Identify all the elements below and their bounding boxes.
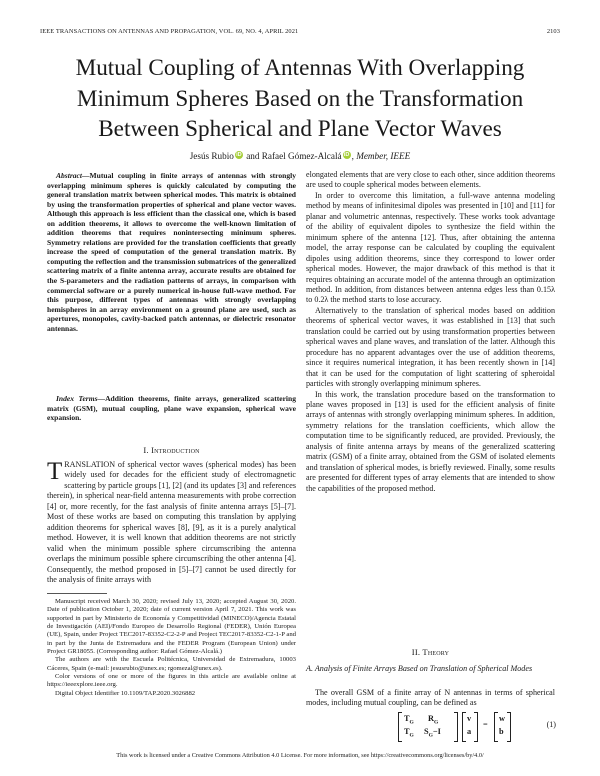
matrix-cell: $T_G$ bbox=[404, 714, 414, 726]
matrix-bracket-left bbox=[398, 712, 402, 742]
matrix-bracket-right bbox=[454, 712, 458, 742]
equals-sign: = bbox=[483, 720, 488, 729]
page-number: 2103 bbox=[546, 28, 560, 35]
section-heading: II. Theory bbox=[411, 647, 450, 657]
abstract-label: Abstract— bbox=[56, 171, 90, 180]
subsection-heading: A. Analysis of Finite Arrays Based on Translation of Spherical Modes bbox=[306, 664, 533, 673]
vector-cell: a bbox=[467, 727, 472, 736]
author-line bbox=[40, 151, 560, 161]
intro-paragraph bbox=[47, 460, 296, 585]
footnote: Manuscript received March 30, 2020; revised July 13, 2020; accepted August 30, 2020. Date of publication October 1, 2020; date of current version April 7, 2021. This work was supported in part by Ministerio de Economía y Competitividad (MINECO)/Agencia Estatal de Investigación (AEI)/Fondo Europeo de Desarrollo Regional (FEDER), Unión Europea (UE), Spain, under Project TEC2017-83352-C2-2-P and Project TEC2017-83352-C2-1-P and in part by the Junta de Extremadura and the FEDER Program (European Union) under Project GR18055. (Corresponding author: Rafael Gómez-Alcalá.) bbox=[47, 598, 296, 656]
license-notice[interactable]: This work is licensed under a Creative Commons Attribution 4.0 License. For more information, see https://creativecommons.org/licenses/by/4.0/ bbox=[116, 752, 484, 759]
matrix-cell: $R_G$ bbox=[428, 714, 439, 726]
drop-cap: T bbox=[47, 458, 63, 485]
vector-cell: v bbox=[467, 714, 472, 723]
journal-name: IEEE TRANSACTIONS ON ANTENNAS AND PROPAGATION, VOL. 69, NO. 4, APRIL 2021 bbox=[40, 28, 299, 35]
author-name: Rafael Gómez-Alcalá bbox=[261, 151, 342, 161]
paragraph: The overall GSM of a finite array of N antennas in terms of spherical modes, including mutual coupling, can be defined as bbox=[306, 688, 555, 708]
orcid-icon[interactable]: iD bbox=[343, 152, 350, 158]
intro-text: of spherical vector waves (spherical modes) has been widely used for decades for the efficient study of electromagnetic scattering by particle groups [1], [2] (and its updates [3] and references therein), in spherical near-field antenna measurements with probe correction [4] or, more recently, for the fast analysis of finite antenna arrays [5]–[7]. Most of these works are based on computing this translation by applying addition theorems for spherical waves [8], [9], as it is a purely analytical method. However, it is well known that addition theorems are not strictly valid when the minimum possible sphere circumscribing the antenna overlaps the minimum possible sphere circumscribing the other antenna [4]. Consequently, the method proposed in [5]–[7] cannot be used directly for the analysis of finite arrays with bbox=[47, 460, 296, 584]
running-header bbox=[40, 28, 560, 35]
author-name: Jesús Rubio bbox=[189, 151, 234, 161]
paper-title: Mutual Coupling of Antennas With Overlapping Minimum Spheres Based on the Transformation Between Spherical and Plane Vector Waves bbox=[75, 55, 525, 142]
abstract bbox=[47, 171, 296, 333]
footnote-divider bbox=[47, 593, 107, 594]
vector-cell: b bbox=[499, 727, 504, 736]
abstract-text: Mutual coupling in finite arrays of antennas with strongly overlapping minimum spheres is quickly calculated by computing the general translation matrix between spherical modes. This matrix is obtained by using the transformation properties of spherical and plane vector waves. Although this approach is less efficient than the classical one, which is based on addition theorems, it allows to overcome the well-known limitation of addition theorems that requires nonintersecting minimum spheres. Symmetry relations are provided for the translation coefficients that greatly increase the speed of computation of the general translation matrix. By computing the reflection and the transmission submatrices of the generalized scattering matrix of a finite antenna array, accurate results are obtained for the S-parameters and the radiation patterns of arrays, in comparison with commercial software or a purely numerical in-house full-wave method. For this purpose, different types of antennas with strongly overlapping hemispheres in an array environment on a ground plane are used, such as apertures, monopoles, cavity-backed patch antennas, or dielectric resonator antennas. bbox=[47, 171, 296, 333]
matrix-cell: $T_G$ bbox=[404, 727, 414, 739]
index-terms bbox=[47, 394, 296, 423]
section-heading: I. Introduction bbox=[143, 445, 200, 455]
paragraph: elongated elements that are very close to each other, since addition theorems are used to couple spherical modes between elements. bbox=[306, 170, 555, 190]
matrix-cell: $S_G-I$ bbox=[424, 727, 441, 739]
vector-bracket-left bbox=[462, 712, 466, 742]
vector-cell: w bbox=[499, 714, 505, 723]
equation-number: (1) bbox=[546, 720, 556, 729]
footnote-doi[interactable]: Digital Object Identifier 10.1109/TAP.2020.3026882 bbox=[55, 689, 196, 697]
orcid-icon[interactable]: iD bbox=[236, 152, 242, 158]
paragraph: In this work, the translation procedure based on the transformation to plane waves proposed in [13] is used for the efficient analysis of finite arrays of antennas with strongly overlapping minimum spheres. In addition, symmetry relations for the translation coefficients, which allow the computation time to be significantly reduced, are provided. Previously, the analysis of finite antenna arrays by means of the generalized scattering matrix (GSM) of a finite array, obtained from the GSM of isolated elements and translation of spherical modes, is briefly reviewed. Finally, some results are presented for different types of array elements that are intended to show the capabilities of the proposed method. bbox=[306, 389, 555, 493]
first-word: RANSLATION bbox=[64, 460, 116, 469]
footnote: The authors are with the Escuela Politécnica, Universidad de Extremadura, 10003 Cáceres, Spain (e-mail: jesusrubio@unex.es; rgomezal@unex.es). bbox=[47, 656, 296, 672]
paragraph: In order to overcome this limitation, a full-wave antenna modeling method by means of infinitesimal dipoles was presented in [10] and [11] for planar and volumetric antennas, respectively. These works took advantage of the ability of equivalent dipoles to synthesize the field within the minimum sphere of the antenna [12]. Thus, after obtaining the antenna model, the array response can be calculated by coupling the equivalent dipoles using addition theorems, since they correspond to lower order spherical modes. However, the major drawback of this method is that it requires obtaining an accurate model of the antenna through an optimization method. In addition, from distances between antenna edges less than 0.15λ to 0.2λ the method starts to lose accuracy. bbox=[306, 190, 555, 305]
vector-bracket-left bbox=[494, 712, 498, 742]
index-terms-text: Addition theorems, finite arrays, generalized scattering matrix (GSM), mutual coupling, plane wave expansion, spherical wave expansion. bbox=[47, 394, 296, 423]
vector-bracket-right bbox=[507, 712, 511, 742]
equation-1 bbox=[396, 712, 556, 740]
paragraph: Alternatively to the translation of spherical modes based on addition theorems of spherical vector waves, it was established in [13] that such translation could be carried out by using transformation properties between spherical waves and plane waves, and translation of the latter. Although this procedure has no apparent advantages over the use of addition theorems, since it requires numerical integration, it has been recently shown in [14] that it can be used for the computation of light scattering of spheroidal particles with strongly overlapping minimum spheres. bbox=[306, 305, 555, 389]
footnotes bbox=[47, 598, 296, 698]
footnote[interactable]: Color versions of one or more of the figures in this article are available online at https://ieeexplore.ieee.org. bbox=[47, 673, 296, 689]
index-terms-label: Index Terms— bbox=[56, 394, 106, 403]
author-membership: , Member, IEEE bbox=[351, 151, 411, 161]
vector-bracket-right bbox=[474, 712, 478, 742]
right-column-text bbox=[306, 170, 555, 494]
author-conjunction: and bbox=[243, 151, 262, 161]
